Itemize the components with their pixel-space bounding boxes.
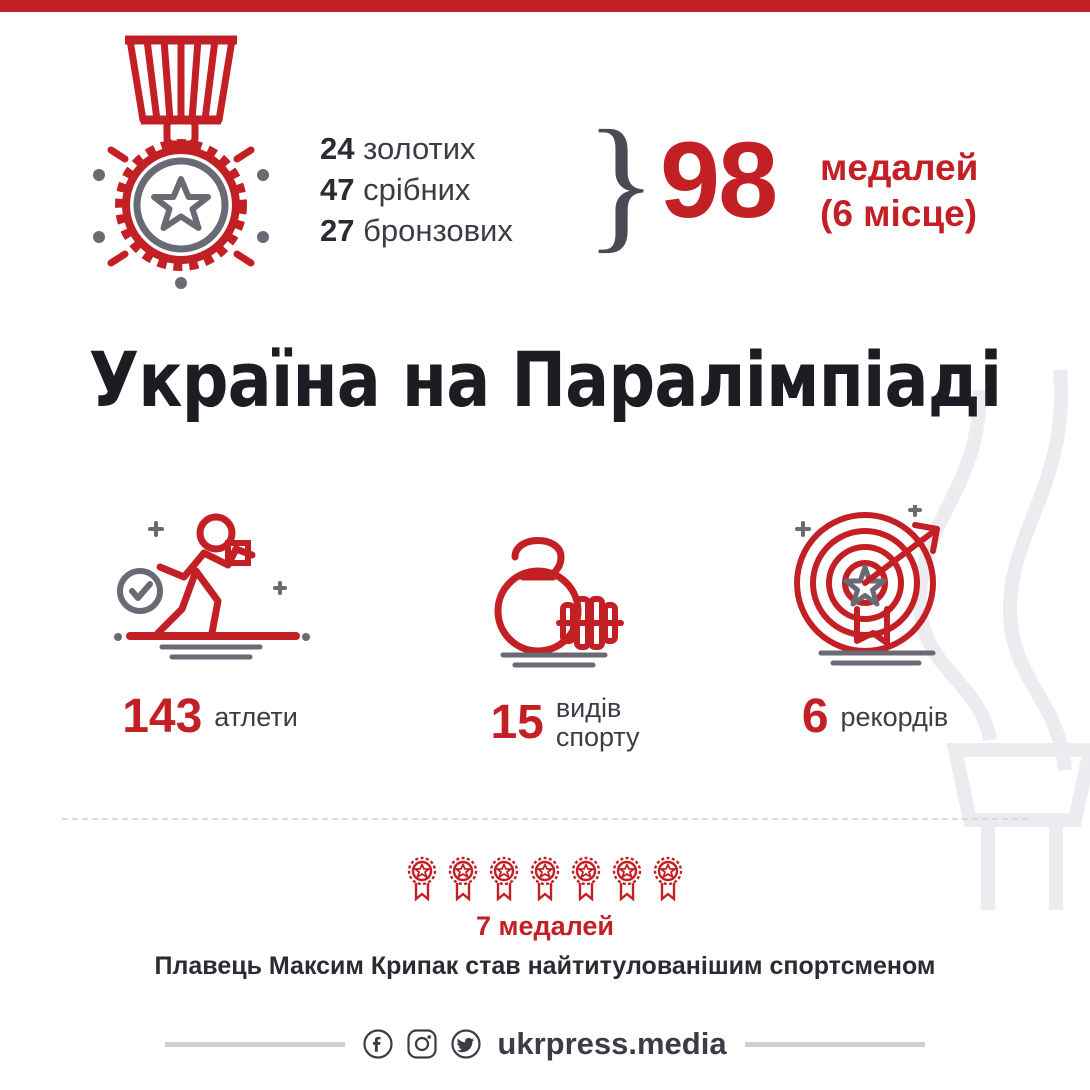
highlight-block	[0, 855, 1090, 981]
stat-records-text	[725, 690, 1025, 743]
gold-count: 24	[320, 131, 355, 166]
medal-count-list	[320, 128, 513, 251]
stat-sports-label-line2: спорту	[555, 722, 640, 752]
rosette-icon	[528, 855, 562, 901]
stat-sports-label-line1: видів	[555, 693, 622, 723]
silver-label: срібних	[363, 172, 471, 207]
stat-athletes-label-line1: атлети	[214, 701, 298, 732]
gold-label: золотих	[363, 131, 476, 166]
skier-athlete-icon	[100, 505, 320, 680]
rosette-icon	[487, 855, 521, 901]
top-accent-bar	[0, 0, 1090, 12]
medal-icon	[85, 25, 305, 290]
rosette-icon	[651, 855, 685, 901]
brace-glyph: }	[585, 100, 657, 266]
silver-count: 47	[320, 172, 355, 207]
stat-athletes-icon-wrap	[60, 505, 360, 680]
stat-athletes-number: 143	[122, 690, 203, 743]
stat-sports-text	[415, 694, 715, 752]
rosette-icon	[405, 855, 439, 901]
stat-athletes-label	[214, 703, 298, 732]
section-divider	[62, 818, 1028, 820]
highlight-count-label: 7 медалей	[475, 911, 615, 941]
facebook-icon[interactable]	[363, 1029, 393, 1059]
stat-sports-icon-wrap	[415, 505, 715, 680]
footer-rule-right	[745, 1042, 925, 1047]
twitter-icon[interactable]	[451, 1029, 481, 1059]
bronze-label: бронзових	[363, 213, 513, 248]
silver-row	[320, 169, 513, 210]
bronze-row	[320, 210, 513, 251]
footer-rule-left	[165, 1042, 345, 1047]
stat-records-label	[841, 703, 949, 732]
highlight-description: Плавець Максим Крипак став найтитулованішим спортсменом	[154, 952, 936, 980]
medal-summary-block	[0, 20, 1090, 290]
stat-records	[725, 505, 1025, 743]
stat-records-icon-wrap	[725, 505, 1025, 680]
stat-athletes-text	[60, 690, 360, 743]
stat-sports-number: 15	[490, 696, 544, 749]
total-medals-label-line1: медалей	[820, 147, 979, 188]
stat-records-number: 6	[801, 690, 829, 743]
rosette-icon	[569, 855, 603, 901]
instagram-icon[interactable]	[407, 1029, 437, 1059]
site-name[interactable]: ukrpress.media	[497, 1026, 727, 1061]
social-links[interactable]	[363, 1029, 481, 1059]
kettlebell-barbell-icon	[455, 505, 675, 680]
total-medals-label-line2: (6 місце)	[820, 193, 978, 234]
total-medals-number: 98	[660, 119, 777, 240]
target-arrow-icon	[765, 505, 985, 680]
gold-row	[320, 128, 513, 169]
rosette-row	[0, 855, 1090, 901]
rosette-icon	[446, 855, 480, 901]
page-title: Україна на Паралімпіаді	[88, 335, 1002, 424]
stat-sports	[415, 505, 715, 752]
rosette-icon	[610, 855, 644, 901]
total-medals-label	[820, 145, 978, 237]
stat-records-label-line1: рекордів	[840, 701, 949, 732]
bronze-count: 27	[320, 213, 355, 248]
stat-athletes	[60, 505, 360, 743]
stat-sports-label	[556, 694, 640, 752]
stats-row	[0, 505, 1090, 785]
footer	[0, 1026, 1090, 1062]
